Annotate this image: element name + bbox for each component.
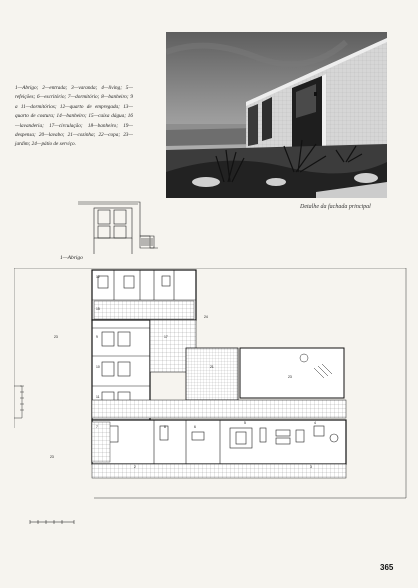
svg-text:23: 23 [288,375,292,379]
page-number: 365 [380,563,394,572]
facade-photo [166,32,387,198]
svg-text:10: 10 [96,365,100,369]
svg-text:2: 2 [134,465,136,469]
svg-text:23: 23 [54,335,58,339]
photo-caption: Detalhe da fachada principal [300,204,371,210]
svg-text:8: 8 [164,425,166,429]
svg-text:11: 11 [96,395,100,399]
svg-text:9: 9 [96,335,98,339]
svg-text:23: 23 [50,455,54,459]
facade-photo-image [166,32,387,198]
svg-text:6: 6 [194,425,196,429]
svg-text:12: 12 [96,275,100,279]
svg-text:17: 17 [164,335,168,339]
abrigo-plan [78,196,162,256]
svg-text:3: 3 [310,465,312,469]
room-legend: 1—Abrigo; 2—entrada; 3—varanda; 4—living; 5—refeições; 6—escritório; 7—dormitório; 8—banheiro; 9 a 11—dormitórios; 12—quarto de empregada; 13—quarto de costura; 14—banheiro; 15—caixa dágua; 16—lavanderia; 17—circulação; 18—banheiro; 19—despensa; 20—lavabo; 21—cozinha; 22—copa; 23—jardim; 24—pátio de serviço. [15,85,133,148]
svg-text:4: 4 [314,421,316,425]
floor-plan [14,268,408,538]
svg-text:15: 15 [96,307,100,311]
abrigo-label: 1—Abrigo [60,255,83,261]
svg-text:7: 7 [96,425,98,429]
svg-text:21: 21 [210,365,214,369]
svg-text:24: 24 [204,315,208,319]
svg-text:5: 5 [244,421,246,425]
